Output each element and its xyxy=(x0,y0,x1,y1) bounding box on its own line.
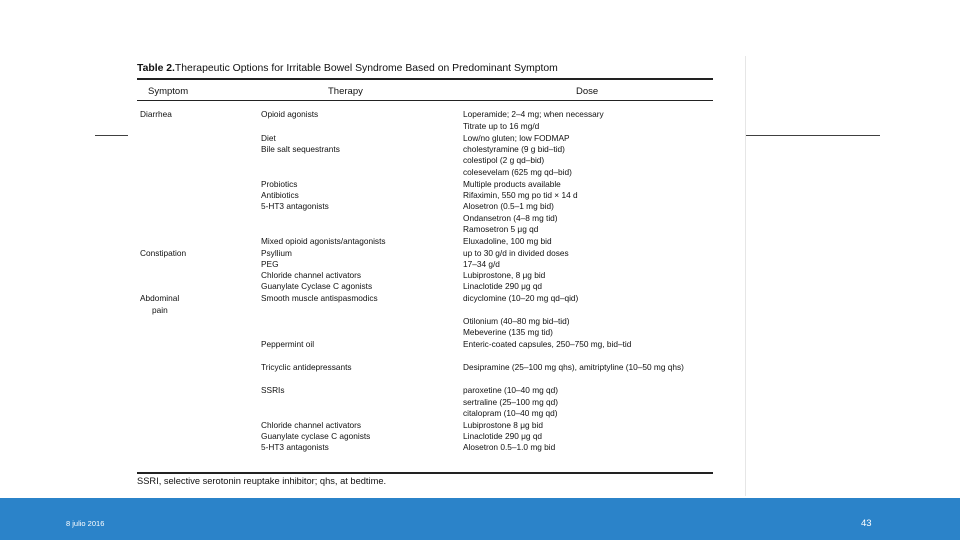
dose-cell: sertraline (25–100 mg qd) xyxy=(463,397,559,407)
dose-cell: Desipramine (25–100 mg qhs), amitriptyline (10–50 mg qhs) xyxy=(463,362,684,372)
dose-cell: Alosetron 0.5–1.0 mg bid xyxy=(463,442,556,452)
table-bottom-rule xyxy=(137,472,713,474)
therapy-cell: Diet xyxy=(261,133,276,143)
dose-cell: Lubiprostone, 8 μg bid xyxy=(463,270,546,280)
footer-bar xyxy=(0,498,960,540)
therapy-cell: Tricyclic antidepressants xyxy=(261,362,352,372)
therapy-cell: Peppermint oil xyxy=(261,339,315,349)
therapy-cell: Guanylate cyclase C agonists xyxy=(261,431,371,441)
therapy-cell: 5-HT3 antagonists xyxy=(261,442,329,452)
dose-cell: Loperamide; 2–4 mg; when necessary xyxy=(463,109,604,119)
dose-cell: cholestyramine (9 g bid–tid) xyxy=(463,144,565,154)
dose-cell: Titrate up to 16 mg/d xyxy=(463,121,540,131)
dose-cell: Ondansetron (4–8 mg tid) xyxy=(463,213,558,223)
dose-cell: citalopram (10–40 mg qd) xyxy=(463,408,558,418)
header-symptom: Symptom xyxy=(148,86,189,97)
dose-cell: Linaclotide 290 μg qd xyxy=(463,431,543,441)
therapy-cell: Guanylate Cyclase C agonists xyxy=(261,281,373,291)
header-dose: Dose xyxy=(576,86,599,97)
dose-cell: Ramosetron 5 μg qd xyxy=(463,224,539,234)
page-number: 43 xyxy=(861,518,872,529)
dose-cell: dicyclomine (10–20 mg qd–qid) xyxy=(463,293,579,303)
therapy-cell: Smooth muscle antispasmodics xyxy=(261,293,378,303)
dose-cell: Eluxadoline, 100 mg bid xyxy=(463,236,552,246)
therapy-cell: Antibiotics xyxy=(261,190,299,200)
therapy-cell: Probiotics xyxy=(261,179,298,189)
dose-cell: Low/no gluten; low FODMAP xyxy=(463,133,570,143)
footer-date: 8 julio 2016 xyxy=(66,519,105,528)
therapy-cell: PEG xyxy=(261,259,279,269)
table-title-text: Therapeutic Options for Irritable Bowel Syndrome Based on Predominant Symptom xyxy=(174,63,558,74)
decorative-line-right xyxy=(745,135,880,136)
dose-cell: Otilonium (40–80 mg bid–tid) xyxy=(463,316,570,326)
symptom-cell: Constipation xyxy=(140,248,187,258)
therapy-cell: 5-HT3 antagonists xyxy=(261,201,329,211)
dose-cell: Mebeverine (135 mg tid) xyxy=(463,327,553,337)
symptom-cell: Abdominal xyxy=(140,293,180,303)
table-title-label: Table 2. xyxy=(137,63,175,74)
dose-cell: colestipol (2 g qd–bid) xyxy=(463,155,545,165)
dose-cell: Lubiprostone 8 μg bid xyxy=(463,420,543,430)
dose-cell: Rifaximin, 550 mg po tid × 14 d xyxy=(463,190,578,200)
symptom-cell: pain xyxy=(152,305,168,315)
table-image xyxy=(128,56,746,496)
dose-cell: paroxetine (10–40 mg qd) xyxy=(463,385,559,395)
dose-cell: 17–34 g/d xyxy=(463,259,500,269)
table-top-rule xyxy=(137,78,713,80)
therapy-cell: Bile salt sequestrants xyxy=(261,144,340,154)
therapy-cell: Chloride channel activators xyxy=(261,270,362,280)
dose-cell: Enteric-coated capsules, 250–750 mg, bid–tid xyxy=(463,339,632,349)
therapy-cell: Chloride channel activators xyxy=(261,420,362,430)
dose-cell: Multiple products available xyxy=(463,179,561,189)
symptom-cell: Diarrhea xyxy=(140,109,172,119)
therapy-cell: SSRIs xyxy=(261,385,285,395)
dose-cell: colesevelam (625 mg qd–bid) xyxy=(463,167,572,177)
therapy-cell: Mixed opioid agonists/antagonists xyxy=(261,236,386,246)
table-header-rule xyxy=(137,100,713,101)
therapy-cell: Psyllium xyxy=(261,248,292,258)
dose-cell: Alosetron (0.5–1 mg bid) xyxy=(463,201,554,211)
table-footnote: SSRI, selective serotonin reuptake inhibitor; qhs, at bedtime. xyxy=(137,476,387,486)
table-title xyxy=(137,63,558,74)
therapy-cell: Opioid agonists xyxy=(261,109,319,119)
dose-cell: Linaclotide 290 μg qd xyxy=(463,281,543,291)
header-therapy: Therapy xyxy=(328,86,363,97)
dose-cell: up to 30 g/d in divided doses xyxy=(463,248,569,258)
